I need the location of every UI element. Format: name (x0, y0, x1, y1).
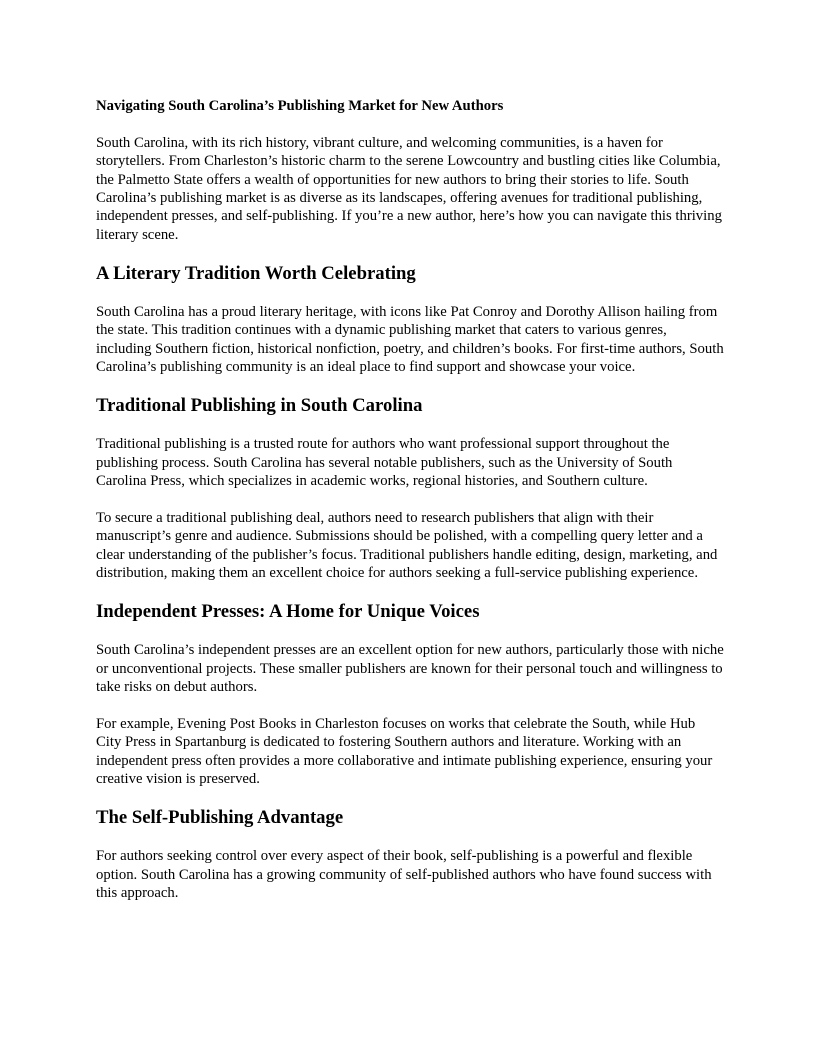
section-paragraph: South Carolina’s independent presses are an excellent option for new authors, particularly those with niche or unconventional projects. These smaller publishers are known for their personal touch and willingness to take risks on debut authors. (96, 642, 724, 696)
section-paragraph: For authors seeking control over every aspect of their book, self-publishing is a powerful and flexible option. South Carolina has a growing community of self-published authors who have found success with this approach. (96, 848, 712, 902)
section-paragraph: Traditional publishing is a trusted route for authors who want professional support throughout the publishing process. South Carolina has several notable publishers, such as the University of South Carolina Press, which specializes in academic works, regional histories, and Southern culture. (96, 436, 673, 490)
intro-paragraph: South Carolina, with its rich history, vibrant culture, and welcoming communities, is a haven for storytellers. From Charleston’s historic charm to the serene Lowcountry and bustling cities like Columbia, the Palmetto State offers a wealth of opportunities for new authors to bring their stories to life. South Carolina’s publishing market is as diverse as its landscapes, offering avenues for traditional publishing, independent presses, and self-publishing. If you’re a new author, here’s how you can navigate this thriving literary scene. (96, 134, 722, 243)
document-title: Navigating South Carolina’s Publishing Market for New Authors (96, 98, 504, 114)
section-heading-self-publishing: The Self-Publishing Advantage (96, 807, 344, 829)
section-heading-traditional-publishing: Traditional Publishing in South Carolina (96, 395, 423, 417)
section-heading-independent-presses: Independent Presses: A Home for Unique Voices (96, 601, 480, 623)
document-page (96, 97, 724, 921)
section-paragraph: South Carolina has a proud literary heritage, with icons like Pat Conroy and Dorothy Allison hailing from the state. This tradition continues with a dynamic publishing market that caters to various genres, including Southern fiction, historical nonfiction, poetry, and children’s books. For first-time authors, South Carolina’s publishing community is an ideal place to find support and showcase your voice. (96, 304, 724, 376)
section-paragraph: To secure a traditional publishing deal, authors need to research publishers that align with their manuscript’s genre and audience. Submissions should be polished, with a compelling query letter and a clear understanding of the publisher’s focus. Traditional publishers handle editing, design, marketing, and distribution, making them an excellent choice for authors seeking a full-service publishing experience. (96, 510, 718, 582)
section-heading-literary-tradition: A Literary Tradition Worth Celebrating (96, 262, 416, 284)
section-paragraph: For example, Evening Post Books in Charleston focuses on works that celebrate the South, while Hub City Press in Spartanburg is dedicated to fostering Southern authors and literature. Working with an independent press often provides a more collaborative and intimate publishing experience, ensuring your creative vision is preserved. (96, 716, 713, 788)
